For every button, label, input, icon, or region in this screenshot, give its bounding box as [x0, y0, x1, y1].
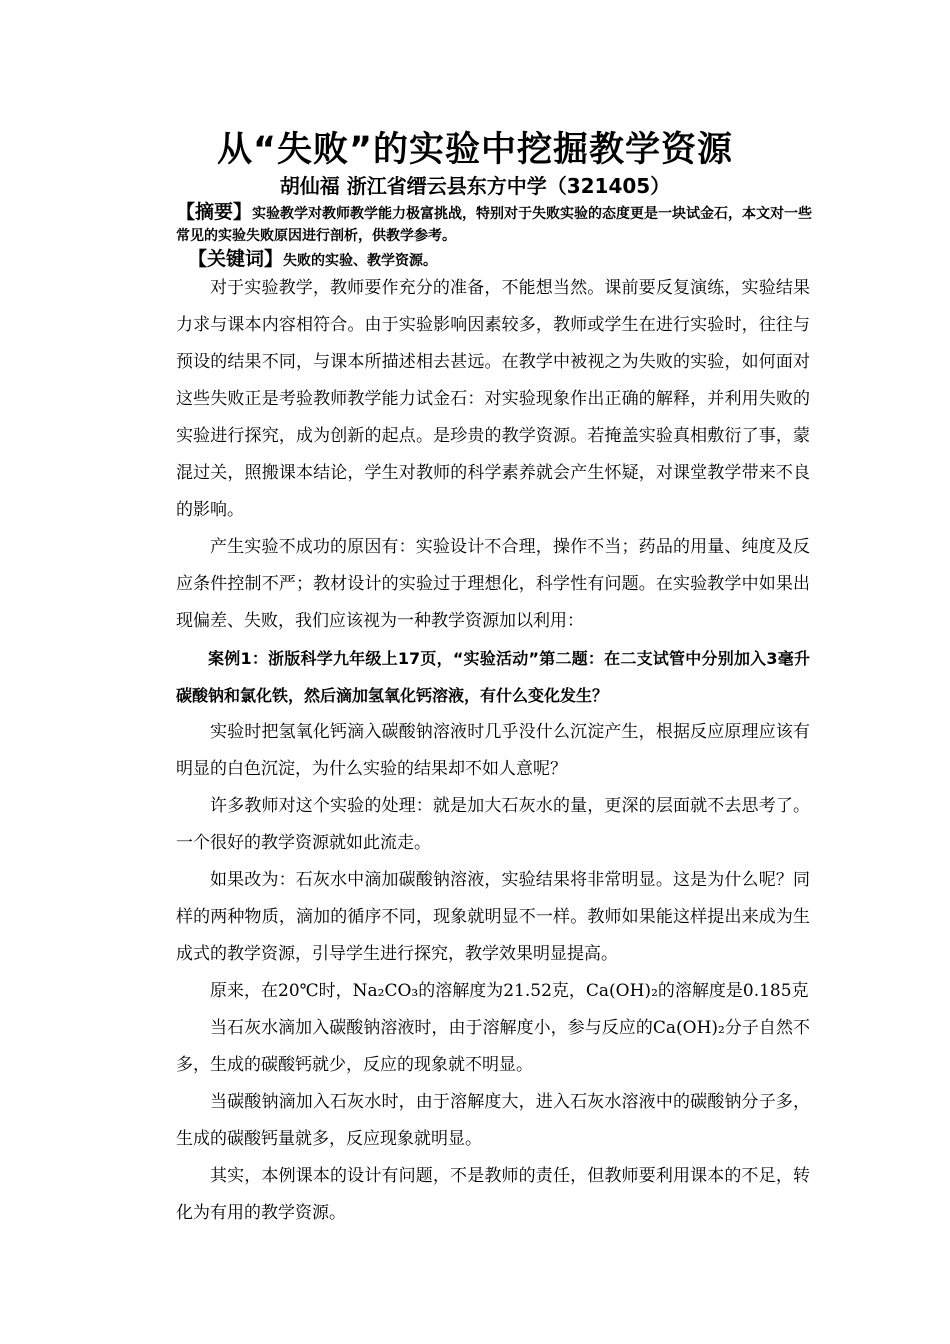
- abstract-text: 实验教学对教师教学能力极富挑战，特别对于失败实验的态度更是一块试金石，本文对一些常见的实验失败原因进行剖析，供教学参考。: [176, 206, 813, 244]
- case-heading: 案例1：浙版科学九年级上17页，“实验活动”第二题：在二支试管中分别加入3毫升碳酸钠和氯化铁，然后滴加氢氧化钙溶液，有什么变化发生？: [176, 649, 810, 705]
- abstract-tag: 【摘要】: [176, 201, 253, 223]
- abstract: [176, 201, 816, 247]
- paragraph: 如果改为：石灰水中滴加碳酸钠溶液，实验结果将非常明显。这是为什么呢？同样的两种物质，滴加的循序不同，现象就明显不一样。教师如果能这样提出来成为生成式的教学资源，引导学生进行探究，教学效果明显提高。: [176, 870, 810, 964]
- paragraph: 当石灰水滴加入碳酸钠溶液时，由于溶解度小，参与反应的Ca(OH)₂分子自然不多，生成的碳酸钙就少，反应的现象就不明显。: [176, 1018, 810, 1075]
- author-line: 胡仙福 浙江省缙云县东方中学（321405）: [279, 174, 671, 198]
- paragraph: 当碳酸钠滴加入石灰水时，由于溶解度大，进入石灰水溶液中的碳酸钠分子多，生成的碳酸钙量就多，反应现象就明显。: [176, 1092, 810, 1149]
- keywords-text: 失败的实验、教学资源。: [283, 253, 438, 269]
- paragraph: 其实，本例课本的设计有问题，不是教师的责任，但教师要利用课本的不足，转化为有用的教学资源。: [176, 1166, 810, 1223]
- keywords-tag: 【关键词】: [188, 248, 284, 270]
- paragraph: 产生实验不成功的原因有：实验设计不合理，操作不当；药品的用量、纯度及反应条件控制不严；教材设计的实验过于理想化，科学性有问题。在实验教学中如果出现偏差、失败，我们应该视为一种教学资源加以利用：: [176, 537, 810, 631]
- paragraph: 许多教师对这个实验的处理：就是加大石灰水的量，更深的层面就不去思考了。一个很好的教学资源就如此流走。: [176, 796, 810, 853]
- body-text: [176, 270, 810, 1232]
- paragraph: 原来，在20℃时，Na₂CO₃的溶解度为21.52克，Ca(OH)₂的溶解度是0.185克: [210, 981, 809, 1001]
- paragraph: 对于实验教学，教师要作充分的准备，不能想当然。课前要反复演练，实验结果力求与课本内容相符合。由于实验影响因素较多，教师或学生在进行实验时，往往与预设的结果不同，与课本所描述相去甚远。在教学中被视之为失败的实验，如何面对这些失败正是考验教师教学能力试金石：对实验现象作出正确的解释，并利用失败的实验进行探究，成为创新的起点。是珍贵的教学资源。若掩盖实验真相敷衍了事，蒙混过关，照搬课本结论，学生对教师的科学素养就会产生怀疑，对课堂教学带来不良的影响。: [176, 278, 810, 520]
- document-title: 从“失败”的实验中挖掘教学资源: [216, 130, 733, 170]
- paragraph: 实验时把氢氧化钙滴入碳酸钠溶液时几乎没什么沉淀产生，根据反应原理应该有明显的白色沉淀，为什么实验的结果却不如人意呢？: [176, 722, 810, 779]
